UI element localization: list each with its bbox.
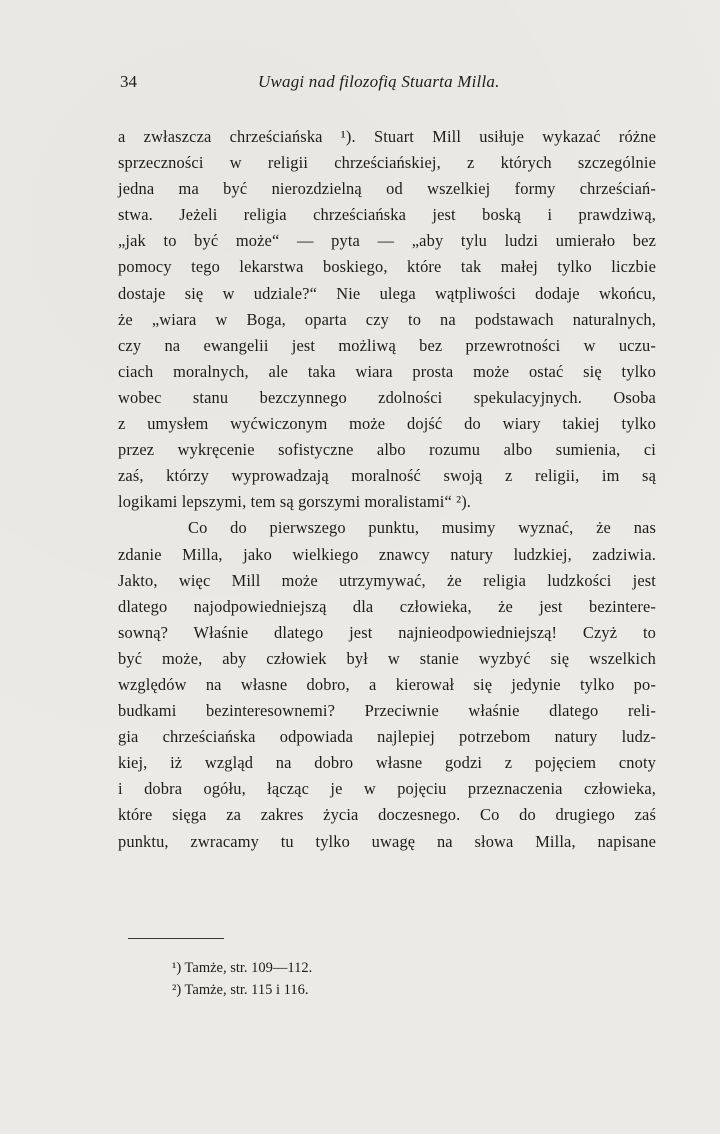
text-line: czy na ewangelii jest możliwą bez przewrotności w uczu- [118,335,656,355]
text-line: że „wiara w Boga, oparta czy to na podstawach naturalnych, [118,309,656,329]
text-line: które sięga za zakres życia doczesnego. Co do drugiego zaś [118,805,656,825]
text-line: punktu, zwracamy tu tylko uwagę na słowa Milla, napisane [118,831,656,851]
text-line: Jakto, więc Mill może utrzymywać, że religia ludzkości jest [118,570,656,590]
text-line: gia chrześciańska odpowiada najlepiej potrzebom natury ludz- [118,727,656,747]
text-line: zaś, którzy wyprowadzają moralność swoją z religii, im są [118,466,656,486]
page-header [118,72,658,96]
text-line: Co do pierwszego punktu, musimy wyznać, że nas [188,518,656,538]
running-title: Uwagi nad filozofią Stuarta Milla. [258,72,500,91]
text-line: i dobra ogółu, łącząc je w pojęciu przeznaczenia człowieka, [118,779,656,799]
text-line: logikami lepszymi, tem są gorszymi moralistami“ ²). [118,492,472,512]
footnotes [172,958,472,1001]
text-line: wobec stanu bezczynnego zdolności spekulacyjnych. Osoba [118,387,656,407]
text-line: z umysłem wyćwiczonym może dojść do wiary takiej tylko [118,414,656,434]
text-line: dlatego najodpowiedniejszą dla człowieka, że jest bezintere- [118,596,656,616]
text-line: sprzeczności w religii chrześciańskiej, z których szczególnie [118,153,656,173]
text-line: być może, aby człowiek był w stanie wyzbyć się wszelkich [118,648,656,668]
text-line: pomocy tego lekarstwa boskiego, które tak małej tylko liczbie [118,257,656,277]
text-line: „jak to być może“ — pyta — „aby tylu ludzi umierało bez [118,231,656,251]
footnote: ²) Tamże, str. 115 i 116. [172,981,309,998]
text-line: dostaje się w udziale?“ Nie ulega wątpliwości dodaje wkońcu, [118,283,656,303]
text-line: ciach moralnych, ale taka wiara prosta może ostać się tylko [118,361,656,381]
text-line: przez wykręcenie sofistyczne albo rozumu albo sumienia, ci [118,440,656,460]
footnote: ¹) Tamże, str. 109—112. [172,960,313,976]
text-line: zdanie Milla, jako wielkiego znawcy natury ludzkiej, zadziwia. [118,544,656,564]
footnote-separator [128,938,224,939]
text-line: sowną? Właśnie dlatego jest najnieodpowiedniejszą! Czyż to [118,622,656,642]
text-line: kiej, iż wzgląd na dobro własne godzi z pojęciem cnoty [118,753,656,773]
text-line: względów na własne dobro, a kierował się jedynie tylko po- [118,674,656,694]
text-line: stwa. Jeżeli religia chrześciańska jest boską i prawdziwą, [118,205,656,225]
page-number: 34 [120,72,137,91]
text-line: budkami bezinteresownemi? Przeciwnie właśnie dlatego reli- [118,701,656,721]
text-line: jedna ma być nierozdzielną od wszelkiej formy chrześciań- [118,179,656,199]
body-text [118,124,656,855]
text-line: a zwłaszcza chrześciańska ¹). Stuart Mill usiłuje wykazać różne [118,127,656,146]
